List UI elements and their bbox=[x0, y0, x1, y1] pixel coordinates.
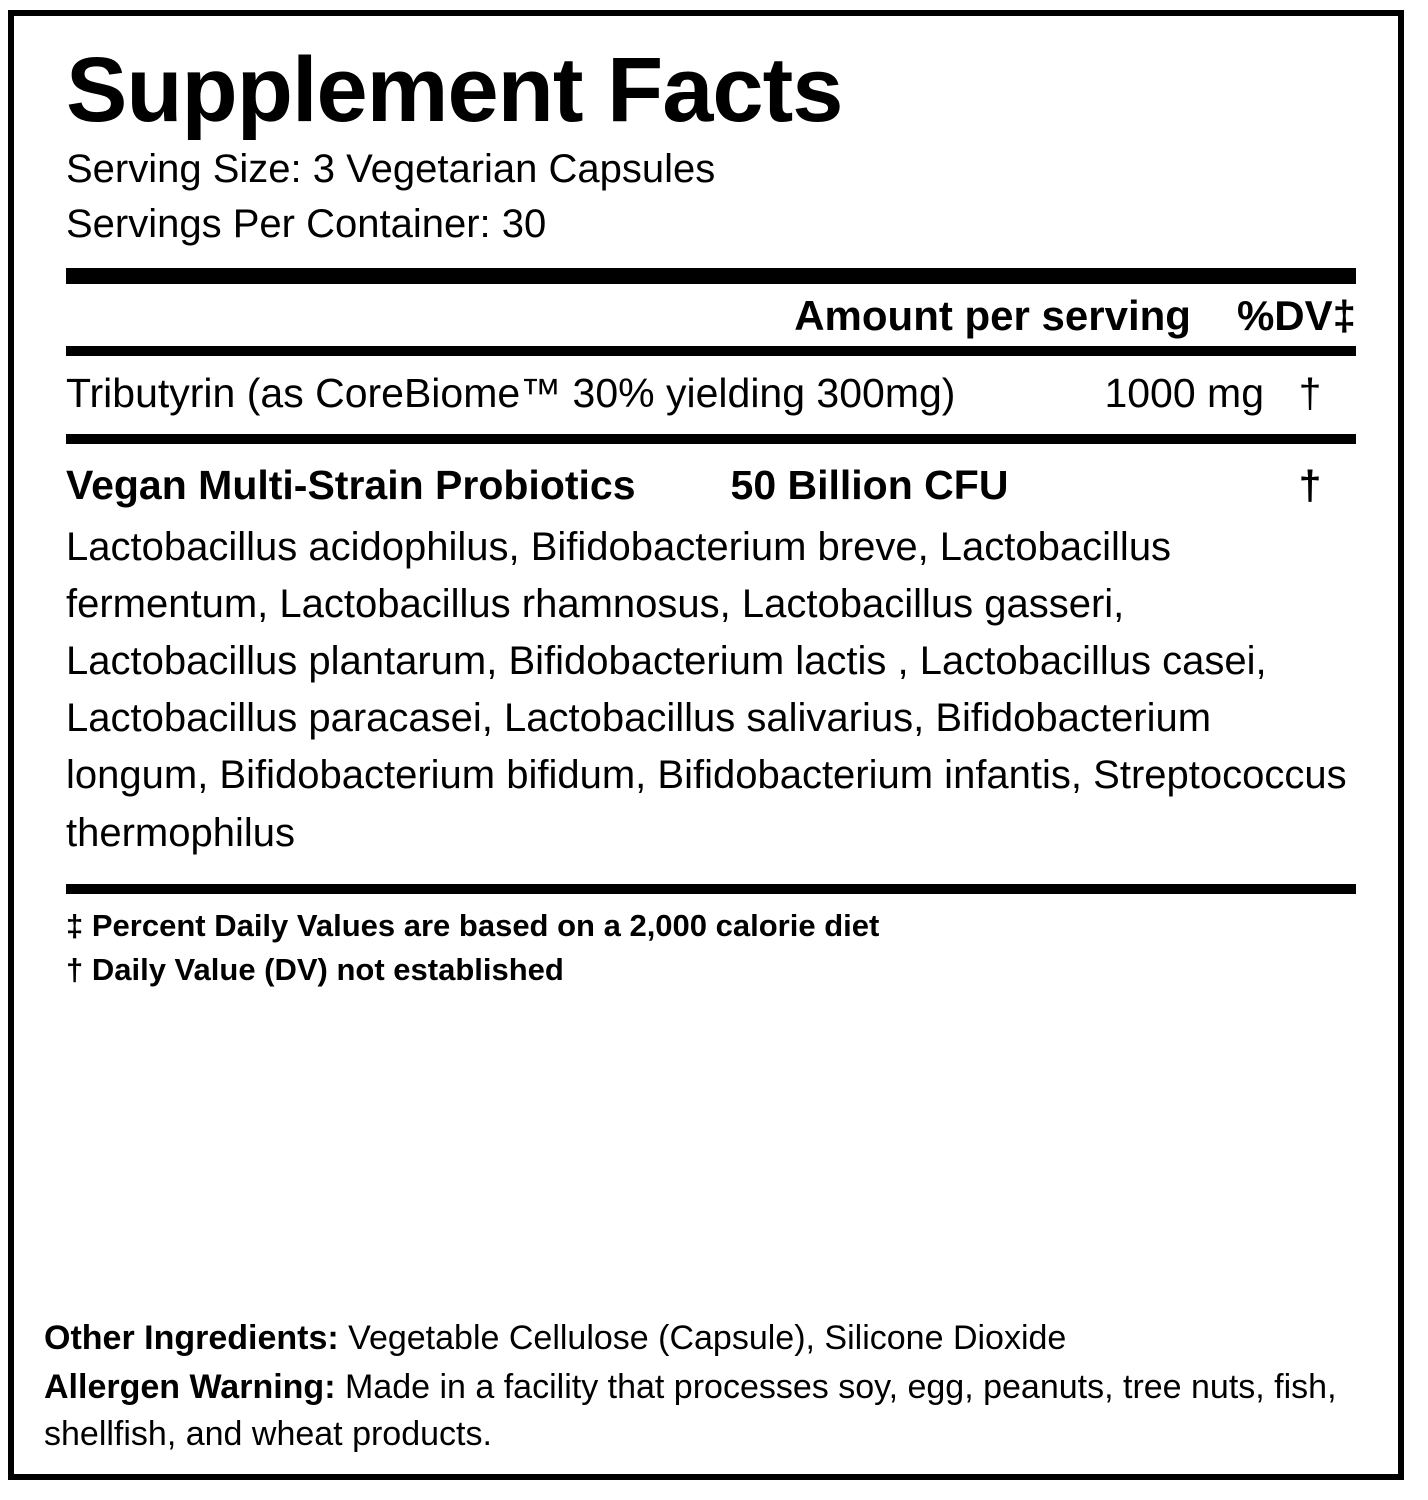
probiotic-amount: 50 Billion CFU bbox=[730, 461, 1009, 508]
serving-size: Serving Size: 3 Vegetarian Capsules bbox=[66, 147, 716, 191]
probiotic-strain-list: Lactobacillus acidophilus, Bifidobacterium breve, Lactobacillus fermentum, Lactobacillus rhamnosus, Lactobacillus gasseri, Lactobacillus plantarum, Bifidobacterium lactis , Lactobacillus casei, Lactobacillus paracasei, Lactobacillus salivarius, Bifidobacterium longum, Bifidobacterium bifidum, Bifidobacterium infantis, Streptococcus thermophilus bbox=[66, 524, 1347, 855]
allergen-warning-label: Allergen Warning: bbox=[44, 1367, 336, 1406]
nutrient-dv: † bbox=[1298, 370, 1322, 417]
divider-under-headers bbox=[66, 346, 1356, 356]
servings-per-container: Servings Per Container: 30 bbox=[66, 202, 547, 247]
allergen-warning-text: Made in a facility that processes soy, egg, peanuts, tree nuts, fish, shellfish, and wheat products. bbox=[44, 1367, 1337, 1453]
table-row bbox=[66, 356, 1356, 433]
nutrient-name: Tributyrin (as CoreBiome™ 30% yielding 300mg) bbox=[66, 370, 956, 417]
footnote-dv-not-established: † Daily Value (DV) not established bbox=[66, 951, 564, 987]
footnote-daily-value-basis: ‡ Percent Daily Values are based on a 2,000 calorie diet bbox=[66, 907, 880, 943]
divider-above-footnotes bbox=[66, 884, 1356, 894]
nutrient-amount: 1000 mg bbox=[1104, 370, 1264, 417]
supplement-facts-panel bbox=[8, 10, 1404, 1480]
supplement-facts-content bbox=[66, 39, 1356, 1000]
column-headers bbox=[66, 284, 1356, 346]
other-ingredients-line bbox=[44, 1315, 1384, 1362]
probiotic-dv: † bbox=[1298, 461, 1322, 508]
header-amount-per-serving: Amount per serving bbox=[794, 292, 1191, 340]
divider-under-nutrients bbox=[66, 434, 1356, 444]
allergen-warning-line bbox=[44, 1364, 1384, 1458]
probiotic-row bbox=[66, 444, 1356, 513]
other-ingredients-label: Other Ingredients: bbox=[44, 1319, 339, 1357]
other-ingredients-text: Vegetable Cellulose (Capsule), Silicone Dioxide bbox=[338, 1319, 1067, 1357]
footnotes bbox=[66, 894, 1356, 1000]
panel-title: Supplement Facts bbox=[66, 39, 843, 141]
probiotic-name: Vegan Multi-Strain Probiotics bbox=[66, 461, 636, 508]
divider-thick-top bbox=[66, 268, 1356, 284]
other-ingredients-section bbox=[44, 1315, 1384, 1460]
header-percent-dv: %DV‡ bbox=[1236, 292, 1356, 340]
